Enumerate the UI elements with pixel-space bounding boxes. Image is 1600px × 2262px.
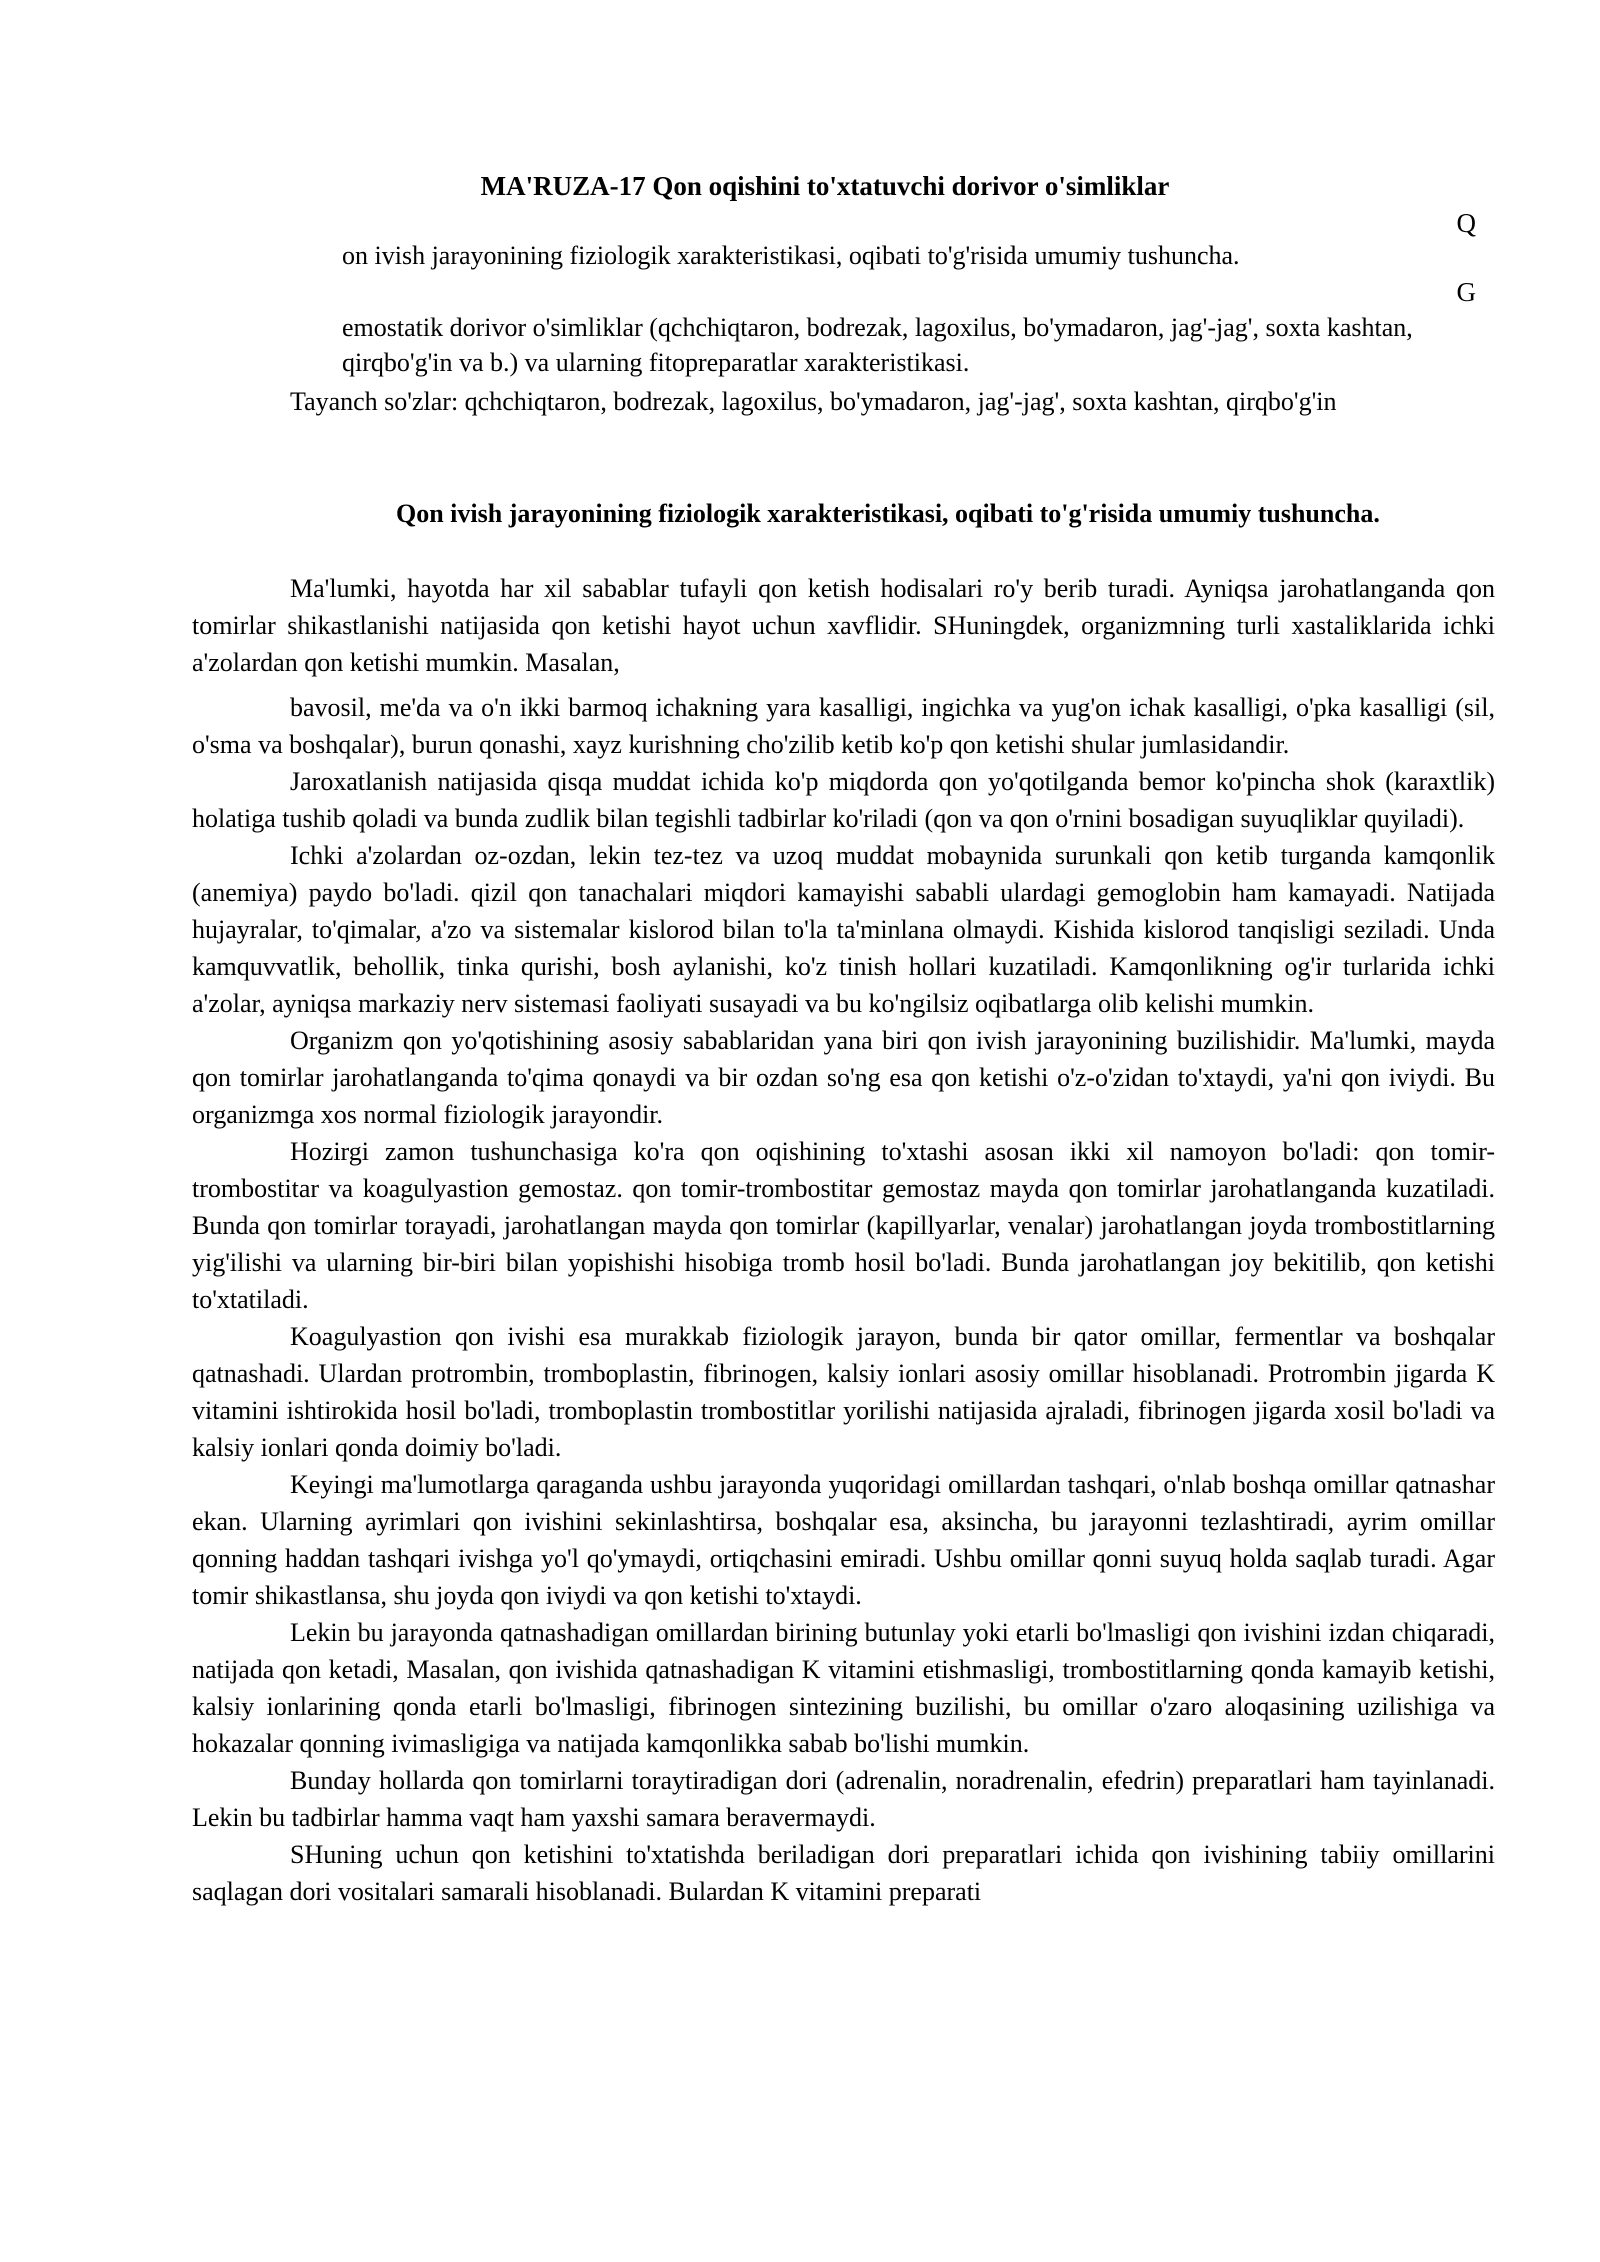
goal-1-initial: Q [1456,208,1476,238]
paragraph: Hozirgi zamon tushunchasiga ko'ra qon oqishining to'xtashi asosan ikki xil namoyon bo'ladi: qon tomir-trombostitar va koagulyastion gemostaz. qon tomir-trombostitar gemostaz mayda qon tomirlar jarohatlanganda kuzatiladi. Bunda qon tomirlar torayadi, jarohatlangan mayda qon tomirlar (kapillyarlar, venalar) jarohatlangan joyda trombostitlarning yig'ilishi va ularning bir-biri bilan yopishishi hisobiga tromb hosil bo'ladi. Bunda jarohatlangan joy bekitilib, qon ketishi to'xtatiladi. [192,1137,1495,1314]
goal-2-text: emostatik dorivor o'simliklar (qchchiqtaron, bodrezak, lagoxilus, bo'ymadaron, jag'-jag', soxta kashtan, qirqbo'g'in va b.) va ularning fitopreparatlar xarakteristikasi. [342,313,1413,377]
goal-2-initial: G [1456,277,1476,307]
paragraph: Bunday hollarda qon tomirlarni toraytiradigan dori (adrenalin, noradrenalin, efedrin) preparatlari ham tayinlanadi. Lekin bu tadbirlar hamma vaqt ham yaxshi samara beravermaydi. [192,1766,1495,1832]
paragraph: Lekin bu jarayonda qatnashadigan omillardan birining butunlay yoki etarli bo'lmasligi qon ivishini izdan chiqaradi, natijada qon ketadi, Masalan, qon ivishida qatnashadigan K vitamini etishmasligi, trombostitlarning qonda kamayib ketishi, kalsiy ionlarining qonda etarli bo'lmasligi, fibrinogen sintezining buzilishi, bu omillar o'zaro aloqasining uzilishiga va hokazalar qonning ivimasligiga va natijada kamqonlikka sabab bo'lishi mumkin. [192,1618,1495,1758]
lecture-title: MA'RUZA-17 Qon oqishini to'xtatuvchi dorivor o'simliklar [480,171,1170,201]
body-text [192,570,1495,1910]
goal-1-text: on ivish jarayonining fiziologik xarakteristikasi, oqibati to'g'risida umumiy tushuncha. [342,241,1240,270]
paragraph: Jaroxatlanish natijasida qisqa muddat ichida ko'p miqdorda qon yo'qotilganda bemor ko'pincha shok (karaxtlik) holatiga tushib qoladi va bunda zudlik bilan tegishli tadbirlar ko'riladi (qon va qon o'rnini bosadigan suyuqliklar quyiladi). [192,767,1495,833]
paragraph: Ma'lumki, hayotda har xil sabablar tufayli qon ketish hodisalari ro'y berib turadi. Ayniqsa jarohatlanganda qon tomirlar shikastlanishi natijasida qon ketishi hayot uchun xavflidir. SHuningdek, organizmning turli xastaliklarida ichki a'zolardan qon ketishi mumkin. Masalan, [192,574,1495,677]
keywords-line: Tayanch so'zlar: qchchiqtaron, bodrezak, lagoxilus, bo'ymadaron, jag'-jag', soxta kashtan, qirqbo'g'in [290,387,1337,416]
paragraph: Koagulyastion qon ivishi esa murakkab fiziologik jarayon, bunda bir qator omillar, fermentlar va boshqalar qatnashadi. Ulardan protrombin, tromboplastin, fibrinogen, kalsiy ionlari asosiy omillar hisoblanadi. Protrombin jigarda K vitamini ishtirokida hosil bo'ladi, tromboplastin trombostitlar yorilishi natijasida ajraladi, fibrinogen jigarda xosil bo'ladi va kalsiy ionlari qonda doimiy bo'ladi. [192,1322,1495,1462]
paragraph: Keyingi ma'lumotlarga qaraganda ushbu jarayonda yuqoridagi omillardan tashqari, o'nlab boshqa omillar qatnashar ekan. Ularning ayrimlari qon ivishini sekinlashtirsa, boshqalar esa, aksincha, bu jarayonni tezlashtiradi, ayrim omillar qonning haddan tashqari ivishga yo'l qo'ymaydi, ortiqchasini emiradi. Ushbu omillar qonni suyuq holda saqlab turadi. Agar tomir shikastlansa, shu joyda qon iviydi va qon ketishi to'xtaydi. [192,1470,1495,1610]
paragraph: bavosil, me'da va o'n ikki barmoq ichakning yara kasalligi, ingichka va yug'on ichak kasalligi, o'pka kasalligi (sil, o'sma va boshqalar), burun qonashi, xayz kurishning cho'zilib ketib ko'p qon ketishi shular jumlasidandir. [192,693,1495,759]
paragraph: Ichki a'zolardan oz-ozdan, lekin tez-tez va uzoq muddat mobaynida surunkali qon ketib turganda kamqonlik (anemiya) paydo bo'ladi. qizil qon tanachalari miqdori kamayishi sababli ulardagi gemoglobin ham kamayadi. Natijada hujayralar, to'qimalar, a'zo va sistemalar kislorod bilan to'la ta'minlana olmaydi. Kishida kislorod tanqisligi seziladi. Unda kamquvvatlik, behollik, tinka qurishi, bosh aylanishi, ko'z tinish hollari kuzatiladi. Kamqonlikning og'ir turlarida ichki a'zolar, ayniqsa markaziy nerv sistemasi faoliyati susayadi va bu ko'ngilsiz oqibatlarga olib kelishi mumkin. [192,841,1495,1018]
paragraph: SHuning uchun qon ketishini to'xtatishda beriladigan dori preparatlari ichida qon ivishining tabiiy omillarini saqlagan dori vositalari samarali hisoblanadi. Bulardan K vitamini preparati [192,1840,1495,1906]
paragraph: Organizm qon yo'qotishining asosiy sabablaridan yana biri qon ivish jarayonining buzilishidir. Ma'lumki, mayda qon tomirlar jarohatlanganda to'qima qonaydi va bir ozdan so'ng esa qon ketishi o'z-o'zidan to'xtaydi, ya'ni qon iviydi. Bu organizmga xos normal fiziologik jarayondir. [192,1026,1495,1129]
section-title: Qon ivish jarayonining fiziologik xarakteristikasi, oqibati to'g'risida umumiy tushuncha. [396,499,1380,528]
